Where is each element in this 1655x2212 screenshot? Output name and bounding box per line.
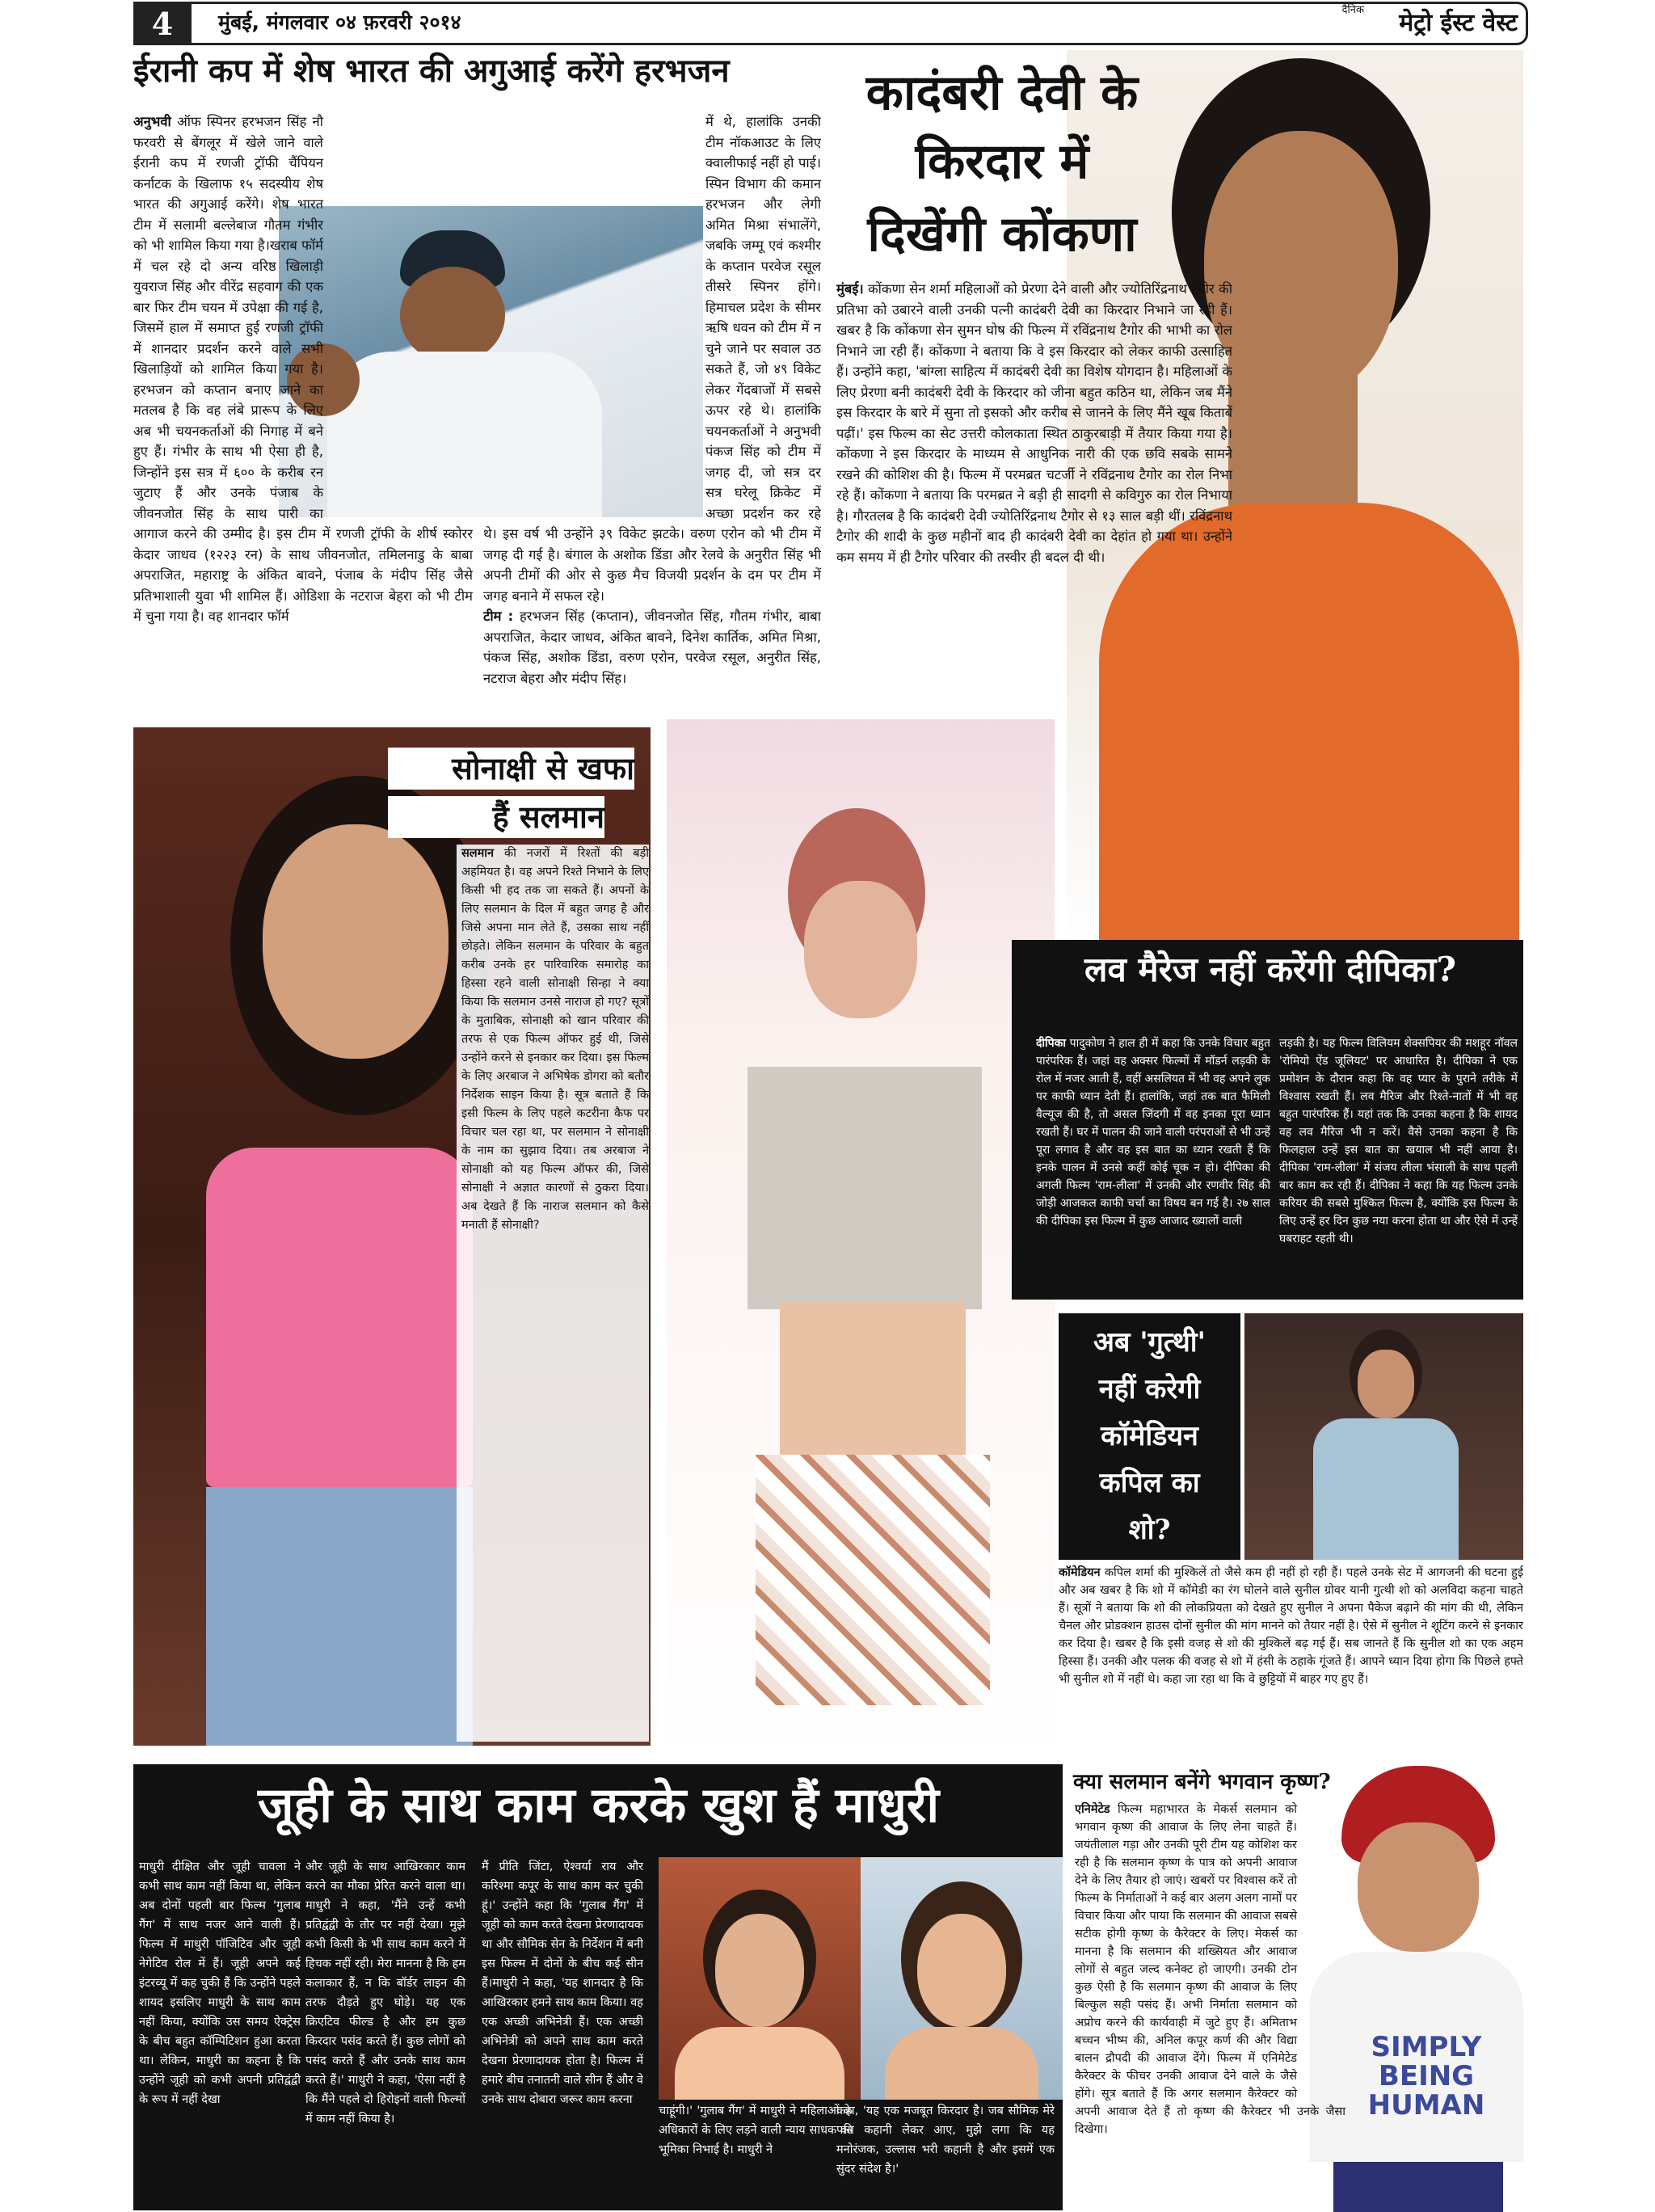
page-number: 4 bbox=[133, 2, 192, 45]
sonakshi-headline-1: सोनाक्षी से खफा bbox=[388, 748, 634, 790]
salman-krishna-headline: क्या सलमान बनेंगे भगवान कृष्ण? bbox=[1073, 1770, 1331, 1794]
center-pixelated-photo bbox=[667, 719, 1055, 1762]
madhuri-column-2 bbox=[305, 1857, 465, 2210]
madhuri-text-4: चाहूंगी।' 'गुलाब गैंग' में माधुरी ने महिलाओं के अधिकारों के लिए लड़ने वाली न्याय साधक की भूमिका निभाई है। माधुरी ने bbox=[659, 2105, 853, 2156]
lead-word: मुंबई। bbox=[836, 281, 864, 297]
madhuri-text-1: माधुरी दीक्षित और जूही चावला ने कभी साथ काम नहीं किया था, लेकिन अब दोनों पहली बार फिल्म 'गुलाब गैंग' में साथ नजर आने वाली हैं। फिल्म में माधुरी पॉजिटिव और जूही नेगेटिव रोल में हैं। जूही अपने कई इंटरव्यू में कह चुकी हैं कि उन्होंने पहले शायद इसलिए माधुरी के साथ काम नहीं किया, क्योंकि उस समय ऐक्ट्रेस के बीच बहुत कॉम्पिटिशन हुआ करता था। लेकिन, माधुरी का कहना है कि उन्होंने जूही को कभी अपनी प्रतिद्वंद्वी के रूप में नहीं देखा bbox=[139, 1860, 301, 2106]
gutthi-headline-2: नहीं करेगी bbox=[1098, 1373, 1201, 1405]
photo-wrap-spacer bbox=[323, 209, 473, 512]
gutthi-headline-1: अब 'गुत्थी' bbox=[1093, 1326, 1206, 1359]
lead-word: अनुभवी bbox=[133, 114, 171, 129]
lead-word: एनिमेटेड bbox=[1075, 1803, 1110, 1816]
harbhajan-headline: ईरानी कप में शेष भारत की अगुआई करेंगे हरभजन bbox=[133, 52, 730, 90]
madhuri-text-5: कहा, 'यह एक मजबूत किरदार है। जब सौमिक मेरे पास कहानी लेकर आए, मुझे लगा कि यह मनोरंजक, उल्लास भरी कहानी है और इसमें एक सुंदर संदेश है।' bbox=[836, 2105, 1055, 2176]
dateline: मुंबई, मंगलवार ०४ फ़रवरी २०१४ bbox=[218, 11, 461, 34]
madhuri-column-1 bbox=[139, 1857, 301, 2210]
deepika-text-2: लड़की है। यह फिल्म विलियम शेक्सपियर की मशहूर नॉवल 'रोमियो ऐंड जूलियट' पर आधारित है। दीपिका ने एक प्रमोशन के दौरान कहा कि वह प्यार के पुराने तरीके में विश्वास रखती हैं। लव मैरिज और रिश्ते-नातों में भी वह बहुत पारंपरिक हैं। यहां तक कि उनका कहना है कि शायद वह लव मैरिज भी न करें। वैसे उनका कहना है कि फिलहाल उन्हें इस बात का खयाल भी नहीं आया है। दीपिका 'राम-लीला' में संजय लीला भंसाली के साथ पहली बार काम कर रही हैं। दीपिका ने कहा कि यह फिल्म उनके करियर की सबसे मुश्किल फिल्म है, क्योंकि इस फिल्म के लिए उन्हें हर दिन कुछ नया करना होता था और ऐसे में उन्हें घबराहट रहती थी। bbox=[1279, 1037, 1518, 1245]
deepika-headline: लव मैरेज नहीं करेंगी दीपिका? bbox=[1084, 950, 1456, 989]
madhuri-column-3 bbox=[482, 1857, 643, 2210]
konkona-headline-2: किरदार में bbox=[915, 133, 1089, 190]
harbhajan-column-1 bbox=[133, 112, 473, 710]
harbhajan-text-2: में थे, हालांकि उनकी टीम नॉकआउट के लिए क्वालीफाई नहीं हो पाई। स्पिन विभाग की कमान हरभजन और लेगी अमित मिश्रा संभालेंगे, जबकि जम्मू एवं कश्मीर के कप्तान परवेज रसूल तीसरे स्पिनर होंगे। हिमाचल प्रदेश के सीमर ऋषि धवन को टीम में न चुने जाने पर सवाल उठ सकते हैं, जो ४९ विकेट लेकर गेंदबाजों में सबसे ऊपर रहे थे। हालांकि चयनकर्ताओं ने अनुभवी पंकज सिंह को टीम में जगह दी, जो सत्र दर सत्र घरेलू क्रिकेट में अच्छा प्रदर्शन कर रहे थे। इस वर्ष भी उन्होंने ३९ विकेट झटके। वरुण एरोन को भी टीम में जगह दी गई है। बंगाल के अशोक डिंडा और रेलवे के अनुरीत सिंह भी अपनी टीमों की ओर से कुछ मैच विजयी प्रदर्शन के दम पर टीम में जगह बनाने में सफल रहे। bbox=[483, 114, 821, 604]
lead-word: सलमान bbox=[461, 847, 495, 860]
lead-word: कॉमेडियन bbox=[1059, 1566, 1101, 1579]
sonakshi-column bbox=[457, 845, 649, 1742]
madhuri-headline: जूही के साथ काम करके खुश हैं माधुरी bbox=[257, 1777, 939, 1834]
sonakshi-headline-2: हैं सलमान bbox=[388, 796, 604, 838]
konkona-column bbox=[836, 279, 1232, 675]
salman-krishna-text: फिल्म महाभारत के मेकर्स सलमान को भगवान कृष्ण की आवाज के लिए लेना चाहते हैं। जयंतीलाल गड़ा और उनकी पूरी टीम यह कोशिश कर रही है कि सलमान कृष्ण के पात्र को अपनी आवाज देने के लिए तैयार हो जाएं। खबरों पर विश्वास करें तो फिल्म के निर्माताओं ने कई बार अलग अलग नामों पर विचार किया और पाया कि सलमान की आवाज सबसे सटीक होगी कृष्ण के कैरेक्टर के लिए। मेकर्स का मानना है कि सलमान की शख्सियत और आवाज लोगों से बहुत जल्द कनेक्ट हो जाएगी। उनकी टोन कुछ ऐसी है कि सलमान कृष्ण की आवाज के लिए बिल्कुल सही पसंद हैं। अभी निर्माता सलमान को अप्रोच करने की कार्यवाही में जुटे हुए हैं। अमिताभ बच्चन भीष्म की, अनिल कपूर कर्ण की और विद्या बालन द्रौपदी की आवाज देंगे। फिल्म में एनिमेटेड कैरेक्टर के फीचर उनकी आवाज देने वाले के जैसे होंगे। सूत्र बताते हैं कि अगर सलमान कैरेक्टर को अपनी आवाज देते हैं तो कृष्ण की कैरेक्टर भी उनके जैसा दिखेगा। bbox=[1075, 1803, 1345, 2136]
paper-name: मेट्रो ईस्ट वेस्ट bbox=[1399, 9, 1518, 37]
gutthi-text: कपिल शर्मा की मुश्किलें तो जैसे कम ही नहीं हो रही हैं। पहले उनके सेट में आगजनी की घटना हुई और अब खबर है कि शो में कॉमेडी का रंग घोलने वाले सुनील ग्रोवर यानी गुत्थी शो को अलविदा कहना चाहते हैं। सूत्रों ने बताया कि शो की लोकप्रियता को देखते हुए सुनील ने अपना पैकेज बढ़ाने की मांग की थी, लेकिन चैनल और प्रोडक्शन हाउस दोनों सुनील की मांग मानने को तैयार नहीं है। ऐसे में सुनील ने शूटिंग करने से इनकार कर दिया है। खबर है कि इसी वजह से शो की मुश्किलें बढ़ गई हैं। सब जानते हैं कि सुनील शो का एक अहम हिस्सा हैं। उनकी और पलक की वजह से शो में हंसी के ठहाके गूंजते हैं। आपने ध्यान दिया होगा कि पिछले हफ्ते भी सुनील शो में नहीं थे। कहा जा रहा था कि वे छुट्टियों में बाहर गए हुए हैं। bbox=[1059, 1566, 1523, 1686]
madhuri-column-4 bbox=[659, 2101, 853, 2210]
gutthi-headline-3: कॉमेडियन bbox=[1101, 1420, 1198, 1452]
harbhajan-column-2 bbox=[483, 112, 821, 710]
gutthi-photo bbox=[1244, 1313, 1523, 1560]
sonakshi-text: की नजरों में रिश्तों की बड़ी अहमियत है। वह अपने रिश्ते निभाने के लिए किसी भी हद तक जा सकते हैं। अपनों के लिए सलमान के दिल में बहुत जगह है और जिसे अपना मान लेते हैं, उसका साथ नहीं छोड़ते। लेकिन सलमान के परिवार के बहुत करीब उनके हर पारिवारिक समारोह का हिस्सा रहने वाली सोनाक्षी सिन्हा ने क्या किया कि सलमान उनसे नाराज हो गए? सूत्रों के मुताबिक, सोनाक्षी को खान परिवार की तरफ से एक फिल्म ऑफर हुई थी, जिसे उन्होंने करने से इनकार कर दिया। इस फिल्म के लिए अरबाज ने अभिषेक डोगरा को बतौर निर्देशक साइन किया है। सूत्र बताते हैं कि इसी फिल्म के लिए पहले कटरीना कैफ पर विचार चल रहा था, पर सलमान ने सोनाक्षी के नाम का सुझाव दिया। तब अरबाज ने सोनाक्षी को यह फिल्म ऑफर की, जिसे सोनाक्षी ने अज्ञात कारणों से ठुकरा दिया। अब देखते हैं कि नाराज सलमान को कैसे मनाती हैं सोनाक्षी? bbox=[461, 847, 649, 1232]
konkona-headline-1: कादंबरी देवी के bbox=[865, 65, 1139, 121]
deepika-column-1 bbox=[1036, 1034, 1270, 1301]
madhuri-text-2: और जूही के साथ आखिरकार काम करने का मौका प्रेरित करने वाला था। माधुरी ने कहा, 'मैंने उन्हें कभी प्रतिद्वंद्वी के तौर पर नहीं देखा। मुझे कभी किसी के भी साथ काम करने में हिचक नहीं रही। मेरा मानना है कि हम कलाकार हैं, न कि बॉर्डर लाइन की तरफ दौड़ते हुए घोड़े। यह एक क्रिएटिव फील्ड है और हम कुछ किरदार पसंद करते हैं। कुछ लोगों को पसंद करते हैं और उनके साथ काम करते हैं।' माधुरी ने कहा, 'ऐसा नहीं है कि मैंने पहले दो हिरोइनों वाली फिल्मों में काम नहीं किया है। bbox=[305, 1860, 465, 2126]
gutthi-headline-4: कपिल का bbox=[1099, 1467, 1200, 1499]
konkona-text: कोंकणा सेन शर्मा महिलाओं को प्रेरणा देने वाली और ज्योतिरिंद्रनाथ टैगोर की प्रतिभा को उबारने वाली उनकी पत्नी कादंबरी देवी का किरदार निभाने जा रही हैं। खबर है कि कोंकणा सेन सुमन घोष की फिल्म में रविंद्रनाथ टैगोर की भाभी का रोल निभाने जा रही हैं। कोंकणा ने बताया कि वे इस किरदार को लेकर काफी उत्साहित हैं। उन्होंने कहा, 'बांग्ला साहित्य में कादंबरी देवी का विशेष योगदान है। महिलाओं के लिए प्रेरणा बनी कादंबरी देवी के किरदार को जीना बहुत कठिन था, लेकिन जब मैंने इस किरदार के बारे में सुना तो इसको और करीब से जानने के लिए मैंने खूब किताबें पढ़ीं।' इस फिल्म का सेट उत्तरी कोलकाता स्थित ठाकुरबाड़ी में तैयार किया गया है। कोंकणा ने इस किरदार के माध्यम से आधुनिक नारी की एक छवि सबके सामने रखने की कोशिश की है। फिल्म में परमब्रत चटर्जी ने रविंद्रनाथ टैगोर का रोल निभा रहे हैं। कोंकणा ने बताया कि परमब्रत ने बड़ी ही सादगी से कविगुरु का रोल निभाया है। गौरतलब है कि कादंबरी देवी ज्योतिरिंद्रनाथ टैगोर से १३ साल बड़ी थीं। रविंद्रनाथ टैगोर की शादी के कुछ महीनों बाद ही कादंबरी देवी का देहांत हो गया था। उन्होंने कम समय में ही टैगोर परिवार की तस्वीर ही बदल दी थी। bbox=[836, 281, 1232, 565]
madhuri-photo-madhuri bbox=[861, 1857, 1063, 2100]
harbhajan-text-1: ऑफ स्पिनर हरभजन सिंह नौ फरवरी से बेंगलूर में खेले जाने वाले ईरानी कप में रणजी ट्रॉफी चैंपियन कर्नाटक के खिलाफ १५ सदस्यीय शेष भारत की अगुआई करेंगे। शेष भारत टीम में सलामी बल्लेबाज गौतम गंभीर को भी शामिल किया गया है।खराब फॉर्म में चल रहे दो अन्य वरिष्ठ खिलाड़ी युवराज सिंह और वीरेंद्र सहवाग की एक बार फिर टीम चयन में उपेक्षा की गई है, जिसमें हाल में समाप्त हुई रणजी ट्रॉफी में शानदार प्रदर्शन करने वाले सभी खिलाड़ियों को शामिल किया गया है। हरभजन को कप्तान बनाए जाने का मतलब है कि वह लंबे प्रारूप के लिए अब भी चयनकर्ताओं की निगाह में बने हुए हैं। गंभीर के साथ भी ऐसा ही है, जिन्होंने इस सत्र में ६०० के करीब रन जुटाए हैं और उनके पंजाब के जीवनजोत सिंह के साथ पारी का आगाज करने की उम्मीद है। इस टीम में रणजी ट्रॉफी के शीर्ष स्कोरर केदार जाधव (१२२३ रन) के साथ जीवनजोत, तमिलनाडु के बाबा अपराजित, महाराष्ट्र के अंकित बावने, पंजाब के मंदीप सिंह जैसे प्रतिभाशाली युवा भी शामिल हैं। ओडिशा के नटराज बेहरा को भी टीम में चुना गया है। वह शानदार फॉर्म bbox=[133, 114, 473, 624]
team-label: टीम : bbox=[483, 609, 514, 624]
team-list: हरभजन सिंह (कप्तान), जीवनजोत सिंह, गौतम गंभीर, बाबा अपराजित, केदार जाधव, अंकित बावने, दिनेश कार्तिक, अमित मिश्रा, पंकज सिंह, अशोक डिंडा, वरुण एरोन, परवेज रसूल, अनुरीत सिंह, नटराज बेहरा और मंदीप सिंह। bbox=[483, 609, 821, 686]
photo-wrap-spacer bbox=[483, 209, 705, 503]
tshirt-print: SIMPLY BEING HUMAN bbox=[1367, 2031, 1485, 2121]
madhuri-photo-juhi bbox=[659, 1857, 861, 2100]
madhuri-text-3: मैं प्रीति जिंटा, ऐश्वर्या राय और करिश्मा कपूर के साथ काम कर चुकी हूं।' उन्होंने कहा कि 'गुलाब गैंग' में जूही को काम करते देखना प्रेरणादायक था और सौमिक सेन के निर्देशन में बनी इस फिल्म में दोनों के बीच कई सीन हैं।माधुरी ने कहा, 'यह शानदार है कि आखिरकार हमने साथ काम किया। वह एक अच्छी अभिनेत्री हैं। एक अच्छी अभिनेत्री को अपने साथ काम करते देखना प्रेरणादायक होता है। फिल्म में हमारे बीच तनातनी वाले सीन हैं और वे उनके साथ दोबारा जरूर काम करना bbox=[482, 1860, 643, 2106]
photo-wrap-spacer bbox=[1297, 1906, 1345, 2100]
deepika-text-1: पादुकोण ने हाल ही में कहा कि उनके विचार बहुत पारंपरिक हैं। जहां वह अक्सर फिल्मों में मॉडर्न लड़की के रोल में नजर आती हैं, वहीं असलियत में भी वह अपने लुक पर काफी ध्यान देती हैं। हालांकि, जहां तक बात फैमिली वैल्यूज की है, तो असल जिंदगी में वह इनका पूरा ध्यान रखती हैं। घर में पालन की जाने वाली परंपराओं से भी उन्हें पूरा लगाव है और वह इस बात का ध्यान रखती हैं कि इनके पालन में उनसे कहीं कोई चूक न हो। दीपिका की अगली फिल्म 'राम-लीला' में उनकी और रणवीर सिंह की जोड़ी आजकल काफी चर्चा का विषय बन गई है। २७ साल की दीपिका इस फिल्म में कुछ आजाद ख्यालों वाली bbox=[1036, 1037, 1270, 1228]
madhuri-column-5 bbox=[836, 2101, 1055, 2210]
salman-krishna-column bbox=[1075, 1801, 1345, 2209]
paper-daily-label: दैनिक bbox=[1341, 4, 1364, 16]
lead-word: दीपिका bbox=[1036, 1037, 1067, 1050]
konkona-headline-3: दिखेंगी कोंकणा bbox=[867, 206, 1137, 263]
deepika-column-2 bbox=[1279, 1034, 1518, 1301]
gutthi-column bbox=[1059, 1564, 1523, 1758]
gutthi-headline-5: शो? bbox=[1128, 1514, 1171, 1546]
